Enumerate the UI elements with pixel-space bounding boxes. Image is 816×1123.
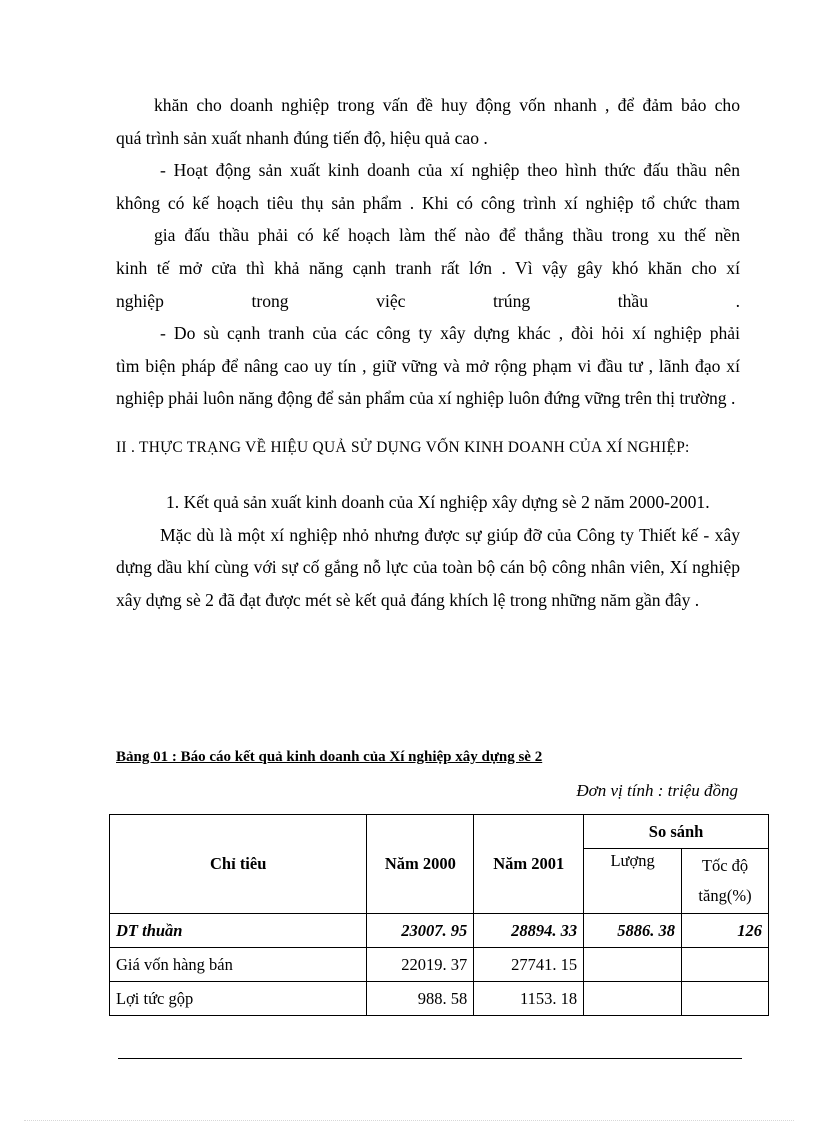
paragraph-line: kinh tế mở cửa thì khả năng cạnh tranh rất lớn . Vì vậy gây khó khăn cho xí — [116, 257, 740, 278]
table-header-row — [110, 815, 769, 849]
paragraph-line: quá trình sản xuất nhanh đúng tiến độ, hiệu quả cao . — [116, 127, 488, 148]
body-text — [116, 89, 740, 616]
header-rate — [682, 849, 769, 914]
unit-label: Đơn vị tính : triệu đồng — [576, 781, 738, 800]
cell-rate — [682, 948, 769, 982]
cell-amount — [584, 948, 682, 982]
cell-label: Lợi tức gộp — [110, 982, 367, 1016]
header-rate-line2: tăng(%) — [698, 886, 752, 905]
cell-amount: 5886. 38 — [584, 914, 682, 948]
cell-2000: 22019. 37 — [367, 948, 474, 982]
cell-2001: 27741. 15 — [474, 948, 584, 982]
footer-rule — [118, 1058, 742, 1059]
table-caption: Bảng 01 : Báo cáo kết quả kinh doanh của Xí nghiệp xây dựng sè 2 — [116, 749, 543, 765]
cell-2000: 988. 58 — [367, 982, 474, 1016]
header-year-2000: Năm 2000 — [367, 815, 474, 914]
intro-paragraph: Mặc dù là một xí nghiệp nhỏ nhưng được sự giúp đỡ của Công ty Thiết kế - xây dựng dầu khí cùng với sự cố gắng nỗ lực của toàn bộ cán bộ công nhân viên, Xí nghiệp xây dựng sè 2 đã đạt được mét sè kết quả đáng khích lệ trong những năm gần đây . — [116, 524, 740, 610]
header-amount: Lượng — [584, 849, 682, 914]
section-heading: II . THỰC TRẠNG VỀ HIỆU QUẢ SỬ DỤNG VỐN KINH DOANH CỦA XÍ NGHIỆP: — [116, 438, 690, 456]
header-indicator: Chỉ tiêu — [110, 815, 367, 914]
cell-amount — [584, 982, 682, 1016]
cell-2001: 1153. 18 — [474, 982, 584, 1016]
table-row — [110, 982, 769, 1016]
cell-2001: 28894. 33 — [474, 914, 584, 948]
paragraph-line: không có kế hoạch tiêu thụ sản phẩm . Khi có công trình xí nghiệp tổ chức tham — [116, 192, 740, 213]
table-row — [110, 914, 769, 948]
cell-label: DT thuần — [110, 914, 367, 948]
header-rate-line1: Tốc độ — [701, 856, 749, 875]
header-year-2001: Năm 2001 — [474, 815, 584, 914]
subheading: 1. Kết quả sản xuất kinh doanh của Xí nghiệp xây dựng sè 2 năm 2000-2001. — [166, 491, 710, 512]
paragraph-line: - Hoạt động sản xuất kinh doanh của xí nghiệp theo hình thức đấu thầu nên — [160, 160, 740, 181]
paragraph: tìm biện pháp để nâng cao uy tín , giữ vững và mở rộng phạm vi đầu tư , lãnh đạo xí nghiệp phải luôn năng động để sản phẩm của xí nghiệp luôn đứng vững trên thị trường . — [116, 355, 740, 409]
paragraph-line: gia đấu thầu phải có kế hoạch làm thế nào để thắng thầu trong xu thế nền — [154, 225, 740, 246]
paragraph-line: khăn cho doanh nghiệp trong vấn đề huy động vốn nhanh , để đảm bảo cho — [154, 95, 740, 115]
paragraph-line: nghiệp trong việc trúng thầu . — [116, 290, 740, 311]
cell-rate: 126 — [682, 914, 769, 948]
page-edge-divider — [24, 1120, 794, 1121]
cell-rate — [682, 982, 769, 1016]
report-table — [109, 814, 769, 1016]
cell-label: Giá vốn hàng bán — [110, 948, 367, 982]
table-row — [110, 948, 769, 982]
header-compare: So sánh — [584, 815, 769, 849]
paragraph-line: - Do sù cạnh tranh của các công ty xây dựng khác , đòi hỏi xí nghiệp phải — [160, 323, 740, 344]
cell-2000: 23007. 95 — [367, 914, 474, 948]
